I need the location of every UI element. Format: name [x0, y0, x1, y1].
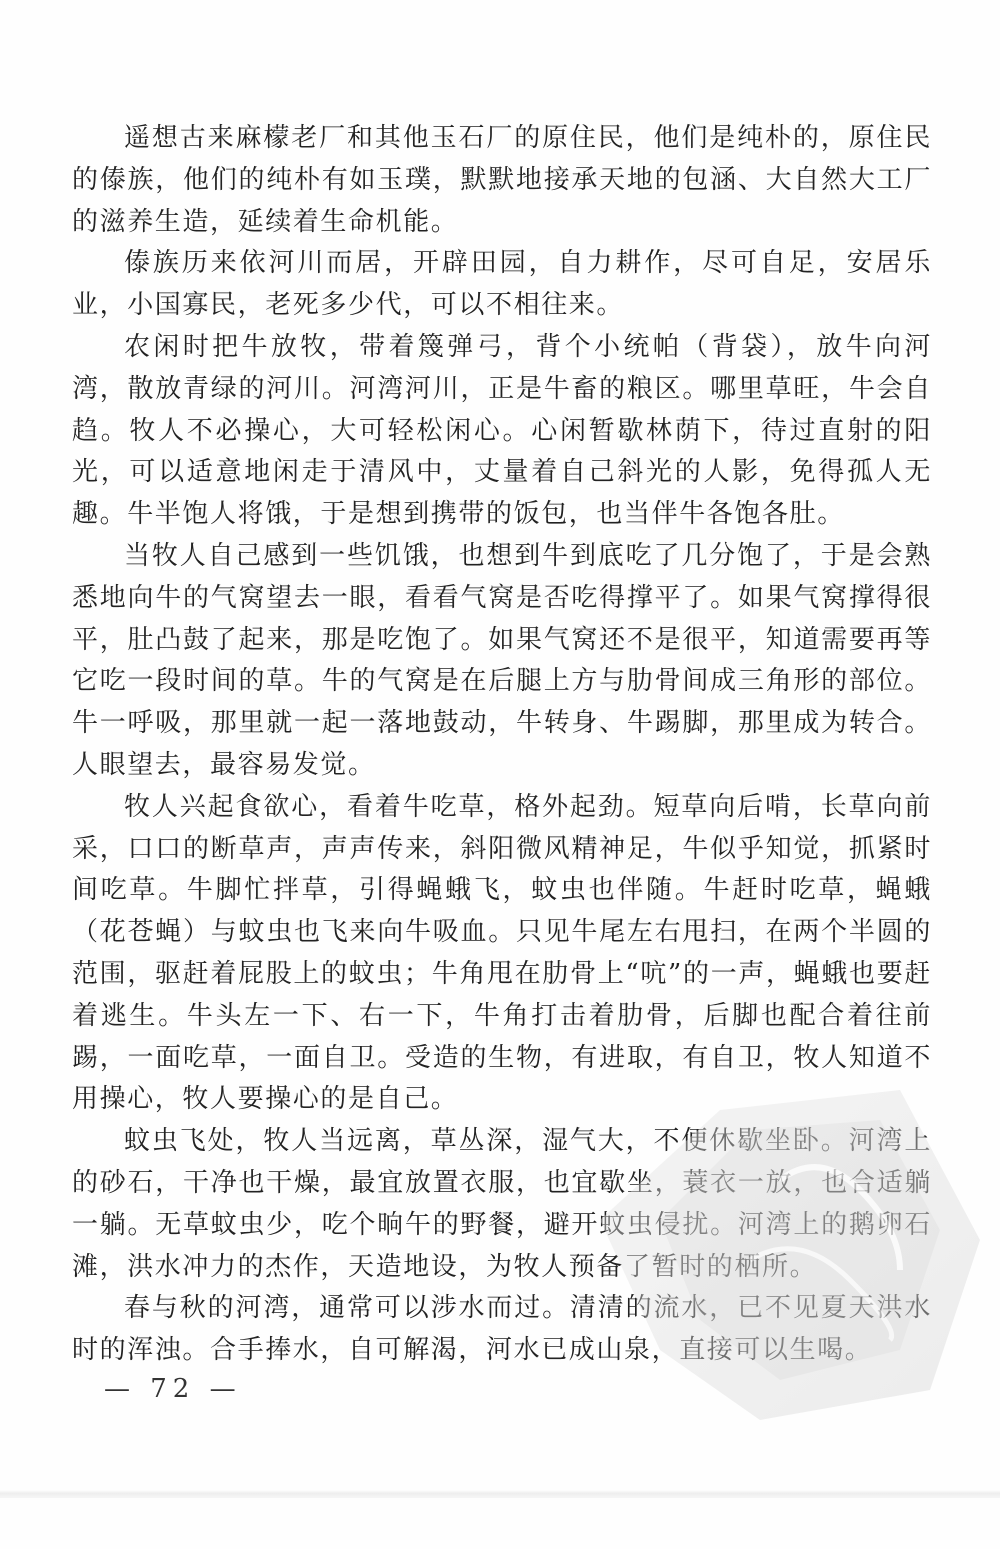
- paragraph-2: 傣族历来依河川而居，开辟田园，自力耕作，尽可自足，安居乐业，小国寡民，老死多少代，可以不相往来。: [72, 248, 932, 321]
- library-stamp-watermark: [600, 1090, 980, 1420]
- page-number: — 72 —: [104, 1374, 242, 1404]
- paragraph-6: 蚊虫飞处，牧人当远离，草丛深，湿气大，不便休歇坐卧。河湾上的砂石，干净也干燥，最宜放置衣服，也宜歇坐，蓑衣一放，也合适躺一躺。无草蚊虫少，吃个晌午的野餐，避开蚊虫侵扰。河湾上的鹅卵石滩，洪水冲力的杰作，天造地设，为牧人预备了暂时的栖所。: [72, 1126, 932, 1282]
- paragraph-4: 当牧人自己感到一些饥饿，也想到牛到底吃了几分饱了，于是会熟悉地向牛的气窝望去一眼，看看气窝是否吃得撑平了。如果气窝撑得很平，肚凸鼓了起来，那是吃饱了。如果气窝还不是很平，知道需要再等它吃一段时间的草。牛的气窝是在后腿上方与肋骨间成三角形的部位。牛一呼吸，那里就一起一落地鼓动，牛转身、牛踢脚，那里成为转合。人眼望去，最容易发觉。: [72, 540, 932, 780]
- paragraph-1: 遥想古来麻檬老厂和其他玉石厂的原住民，他们是纯朴的，原住民的傣族，他们的纯朴有如玉璞，默默地接承天地的包涵、大自然大工厂的滋养生造，延续着生命机能。: [72, 123, 932, 237]
- paragraph-3: 农闲时把牛放牧，带着篾弹弓，背个小统帕（背袋），放牛向河湾，散放青绿的河川。河湾河川，正是牛畜的粮区。哪里草旺，牛会自趋。牧人不必操心，大可轻松闲心。心闲暂歇林荫下，待过直射的阳光，可以适意地闲走于清风中，丈量着自己斜光的人影，免得孤人无趣。牛半饱人将饿，于是想到携带的饭包，也当伴牛各饱各肚。: [72, 331, 932, 530]
- paragraph-5: 牧人兴起食欲心，看着牛吃草，格外起劲。短草向后啃，长草向前采，口口的断草声，声声传来，斜阳微风精神足，牛似乎知觉，抓紧时间吃草。牛脚忙拌草，引得蝇蛾飞，蚊虫也伴随。牛赶时吃草，蝇蛾（花苍蝇）与蚊虫也飞来向牛吸血。只见牛尾左右甩扫，在两个半圆的范围，驱赶着屁股上的蚊虫；牛角甩在肋骨上“吭”的一声，蝇蛾也要赶着逃生。牛头左一下、右一下，牛角打击着肋骨，后脚也配合着往前踢，一面吃草，一面自卫。受造的生物，有进取，有自卫，牧人知道不用操心，牧人要操心的是自己。: [72, 791, 932, 1115]
- page-bottom-edge: [0, 1490, 1000, 1498]
- paragraph-7: 春与秋的河湾，通常可以涉水而过。清清的流水，已不见夏天洪水时的浑浊。合手捧水，自可解渴，河水已成山泉，直接可以生喝。: [72, 1293, 932, 1366]
